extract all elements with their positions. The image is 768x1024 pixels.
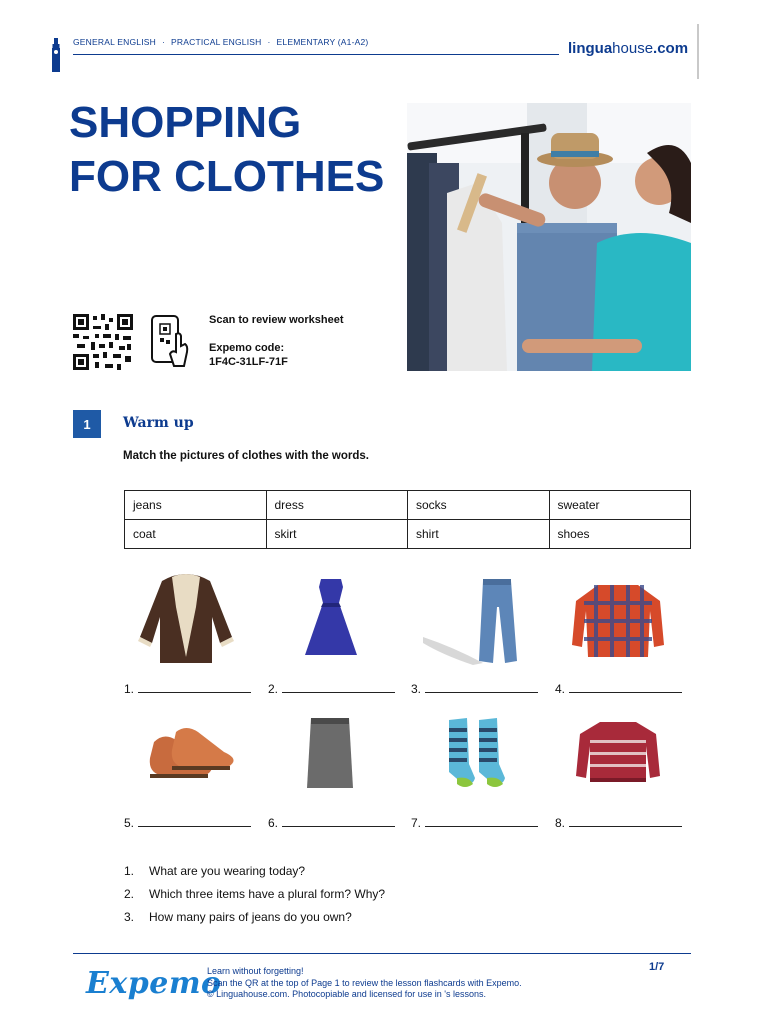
word-cell: socks bbox=[408, 491, 550, 520]
brand-logo[interactable] bbox=[568, 40, 688, 57]
footer-line: © Linguahouse.com. Photocopiable and licensed for use in 's lessons. bbox=[207, 989, 487, 999]
word-cell: jeans bbox=[125, 491, 267, 520]
qr-code-icon[interactable] bbox=[73, 314, 133, 370]
answer-line[interactable] bbox=[425, 682, 538, 693]
question-text: Which three items have a plural form? Why? bbox=[149, 887, 386, 901]
section-number-badge: 1 bbox=[73, 410, 101, 438]
sweater-image bbox=[556, 702, 680, 802]
answer-number: 6. bbox=[268, 816, 279, 830]
question-number: 1. bbox=[124, 864, 135, 878]
table-row bbox=[125, 520, 691, 549]
word-cell: dress bbox=[266, 491, 408, 520]
expemo-code-label: Expemo code: bbox=[209, 342, 285, 354]
discussion-questions bbox=[124, 860, 385, 929]
tag-separator: · bbox=[162, 37, 166, 47]
answer-slot[interactable] bbox=[411, 816, 538, 830]
phone-scan-icon bbox=[150, 314, 190, 372]
answer-slot[interactable] bbox=[411, 682, 538, 696]
answer-slot[interactable] bbox=[268, 816, 395, 830]
footer-divider bbox=[73, 953, 691, 954]
list-item bbox=[124, 883, 385, 906]
answer-line[interactable] bbox=[282, 682, 395, 693]
answer-number: 1. bbox=[124, 682, 135, 696]
table-row bbox=[125, 491, 691, 520]
answer-slot[interactable] bbox=[268, 682, 395, 696]
question-number: 3. bbox=[124, 910, 135, 924]
answer-line[interactable] bbox=[569, 682, 682, 693]
list-item bbox=[124, 906, 385, 929]
skirt-image bbox=[269, 702, 393, 802]
list-item bbox=[124, 860, 385, 883]
word-bank-table bbox=[124, 490, 691, 549]
brand-part: .com bbox=[653, 40, 689, 57]
shopping-photo bbox=[407, 103, 691, 371]
answer-number: 7. bbox=[411, 816, 422, 830]
header-tag: GENERAL ENGLISH bbox=[73, 37, 156, 47]
answer-number: 2. bbox=[268, 682, 279, 696]
footer-line: Scan the QR at the top of Page 1 to review the lesson flashcards with Expemo. bbox=[207, 977, 522, 988]
scan-info bbox=[209, 313, 344, 369]
answer-slot[interactable] bbox=[555, 816, 682, 830]
question-text: What are you wearing today? bbox=[149, 864, 306, 878]
expemo-logo[interactable]: Expemo bbox=[86, 966, 222, 1001]
header-tag: ELEMENTARY (A1-A2) bbox=[276, 37, 369, 47]
dress-image bbox=[269, 567, 393, 667]
exercise-instruction: Match the pictures of clothes with the words. bbox=[123, 450, 369, 462]
answer-number: 3. bbox=[411, 682, 422, 696]
coat-image bbox=[124, 567, 248, 667]
jeans-image bbox=[413, 567, 537, 667]
answer-line[interactable] bbox=[138, 816, 251, 827]
header-tag: PRACTICAL ENGLISH bbox=[171, 37, 262, 47]
tag-separator: · bbox=[267, 37, 271, 47]
header-divider bbox=[73, 54, 559, 55]
answer-line[interactable] bbox=[569, 816, 682, 827]
socks-image bbox=[413, 702, 537, 802]
section-title: Warm up bbox=[123, 415, 194, 431]
header-tags bbox=[73, 37, 368, 47]
big-ben-icon bbox=[50, 38, 62, 72]
expemo-code: 1F4C-31LF-71F bbox=[209, 356, 288, 368]
title-line-2: FOR CLOTHES bbox=[69, 152, 385, 201]
word-cell: coat bbox=[125, 520, 267, 549]
word-cell: sweater bbox=[549, 491, 691, 520]
word-cell: skirt bbox=[266, 520, 408, 549]
answer-slot[interactable] bbox=[124, 682, 251, 696]
shoes-image bbox=[124, 702, 248, 802]
answer-line[interactable] bbox=[282, 816, 395, 827]
brand-part: lingua bbox=[568, 40, 613, 57]
question-number: 2. bbox=[124, 887, 135, 901]
question-text: How many pairs of jeans do you own? bbox=[149, 910, 352, 924]
answer-number: 4. bbox=[555, 682, 566, 696]
answer-number: 8. bbox=[555, 816, 566, 830]
page-title bbox=[69, 96, 409, 204]
answer-line[interactable] bbox=[138, 682, 251, 693]
scan-label: Scan to review worksheet bbox=[209, 314, 344, 326]
answer-slot[interactable] bbox=[555, 682, 682, 696]
word-cell: shirt bbox=[408, 520, 550, 549]
header-vertical-rule bbox=[697, 24, 699, 79]
footer-line: Learn without forgetting! bbox=[207, 966, 304, 976]
brand-part: house bbox=[612, 40, 654, 57]
answer-slot[interactable] bbox=[124, 816, 251, 830]
footer-text bbox=[207, 966, 522, 1001]
answer-number: 5. bbox=[124, 816, 135, 830]
shirt-image bbox=[556, 567, 680, 667]
title-line-1: SHOPPING bbox=[69, 98, 302, 147]
page-number: 1/7 bbox=[649, 961, 665, 973]
word-cell: shoes bbox=[549, 520, 691, 549]
answer-line[interactable] bbox=[425, 816, 538, 827]
